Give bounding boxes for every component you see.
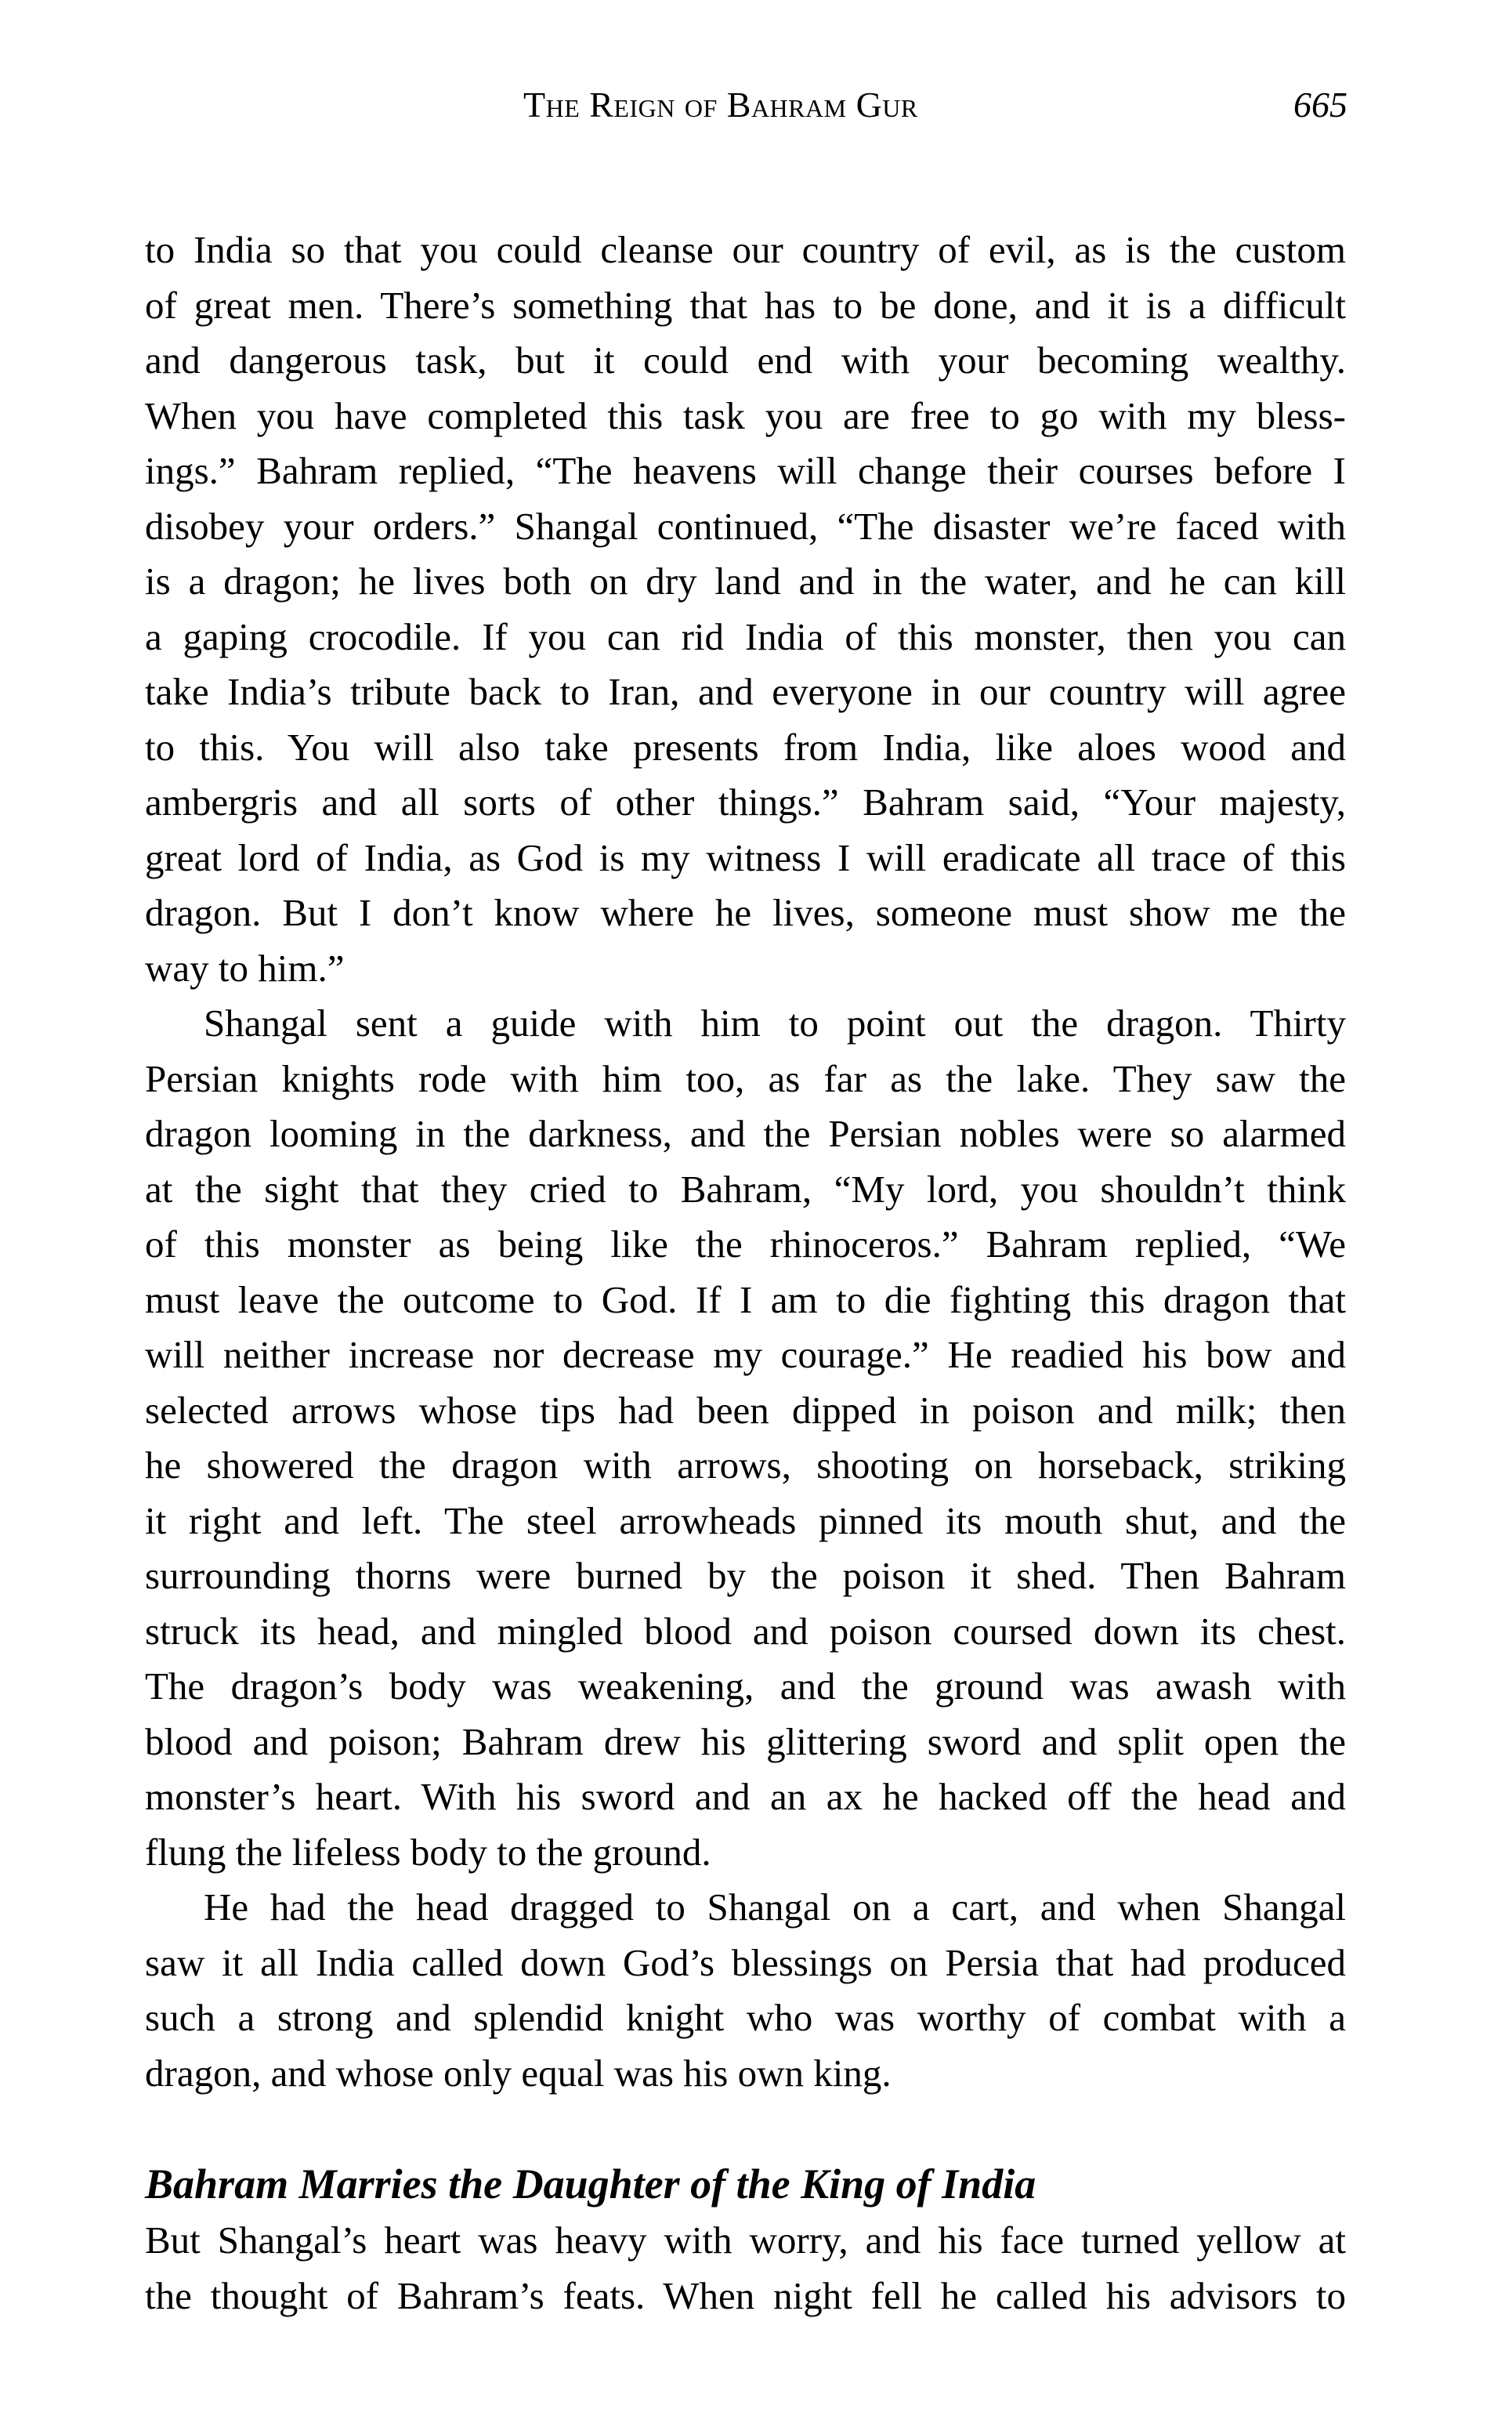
- text-line: monster’s heart. With his sword and an ax he hacked off the head and: [145, 1775, 1346, 1818]
- text-line: great lord of India, as God is my witness I will eradicate all trace of this: [145, 835, 1346, 879]
- text-line: ings.” Bahram replied, “The heavens will change their courses before I: [145, 449, 1346, 492]
- text-line: will neither increase nor decrease my courage.” He readied his bow and: [145, 1333, 1346, 1376]
- running-title: The Reign of Bahram Gur: [523, 85, 918, 125]
- text-line: flung the lifeless body to the ground.: [145, 1830, 711, 1874]
- paragraph: [145, 1880, 1346, 2101]
- text-line: dragon looming in the darkness, and the Persian nobles were so alarmed: [145, 1112, 1346, 1155]
- page-number: 665: [1293, 85, 1347, 125]
- body-text: [145, 223, 1346, 2101]
- text-line: But Shangal’s heart was heavy with worry, and his face turned yellow at: [145, 2218, 1346, 2262]
- text-line: struck its head, and mingled blood and poison coursed down its chest.: [145, 1609, 1346, 1653]
- text-line: he showered the dragon with arrows, shooting on horseback, striking: [145, 1443, 1346, 1487]
- text-line: disobey your orders.” Shangal continued, “The disaster we’re faced with: [145, 504, 1346, 548]
- text-line: it right and left. The steel arrowheads pinned its mouth shut, and the: [145, 1498, 1346, 1542]
- text-line: He had the head dragged to Shangal on a cart, and when Shangal: [204, 1885, 1346, 1929]
- text-line: blood and poison; Bahram drew his glittering sword and split open the: [145, 1719, 1346, 1763]
- text-line: of great men. There’s something that has to be done, and it is a difficult: [145, 283, 1346, 327]
- text-line: to India so that you could cleanse our country of evil, as is the custom: [145, 228, 1346, 271]
- text-line: The dragon’s body was weakening, and the ground was awash with: [145, 1664, 1346, 1708]
- text-line: dragon, and whose only equal was his own king.: [145, 2051, 892, 2095]
- text-line: When you have completed this task you are free to go with my bless-: [145, 393, 1346, 437]
- text-line: is a dragon; he lives both on dry land and in the water, and he can kill: [145, 560, 1346, 603]
- text-line: dragon. But I don’t know where he lives, someone must show me the: [145, 891, 1346, 934]
- running-head: [523, 81, 1347, 129]
- paragraph: [145, 996, 1346, 1880]
- text-line: a gaping crocodile. If you can rid India of this monster, then you can: [145, 614, 1346, 658]
- text-line: the thought of Bahram’s feats. When night fell he called his advisors to: [145, 2273, 1346, 2317]
- text-line: of this monster as being like the rhinoceros.” Bahram replied, “We: [145, 1222, 1346, 1266]
- text-line: to this. You will also take presents from India, like aloes wood and: [145, 725, 1346, 769]
- text-line: Shangal sent a guide with him to point out the dragon. Thirty: [204, 1001, 1346, 1045]
- section-body-text: [145, 2213, 1346, 2323]
- text-line: selected arrows whose tips had been dipped in poison and milk; then: [145, 1388, 1346, 1432]
- text-line: surrounding thorns were burned by the poison it shed. Then Bahram: [145, 1554, 1346, 1597]
- paragraph: [145, 223, 1346, 996]
- section-heading: Bahram Marries the Daughter of the King of India: [145, 2160, 1036, 2208]
- text-line: ambergris and all sorts of other things.” Bahram said, “Your majesty,: [145, 781, 1346, 824]
- text-line: must leave the outcome to God. If I am to die fighting this dragon that: [145, 1277, 1346, 1321]
- text-line: Persian knights rode with him too, as far as the lake. They saw the: [145, 1056, 1346, 1100]
- text-line: way to him.”: [145, 946, 345, 990]
- text-line: such a strong and splendid knight who was worthy of combat with a: [145, 1996, 1346, 2039]
- text-line: and dangerous task, but it could end with your becoming wealthy.: [145, 339, 1346, 382]
- text-line: saw it all India called down God’s blessings on Persia that had produced: [145, 1940, 1346, 1984]
- text-line: at the sight that they cried to Bahram, “My lord, you shouldn’t think: [145, 1167, 1346, 1211]
- text-line: take India’s tribute back to Iran, and everyone in our country will agree: [145, 670, 1346, 713]
